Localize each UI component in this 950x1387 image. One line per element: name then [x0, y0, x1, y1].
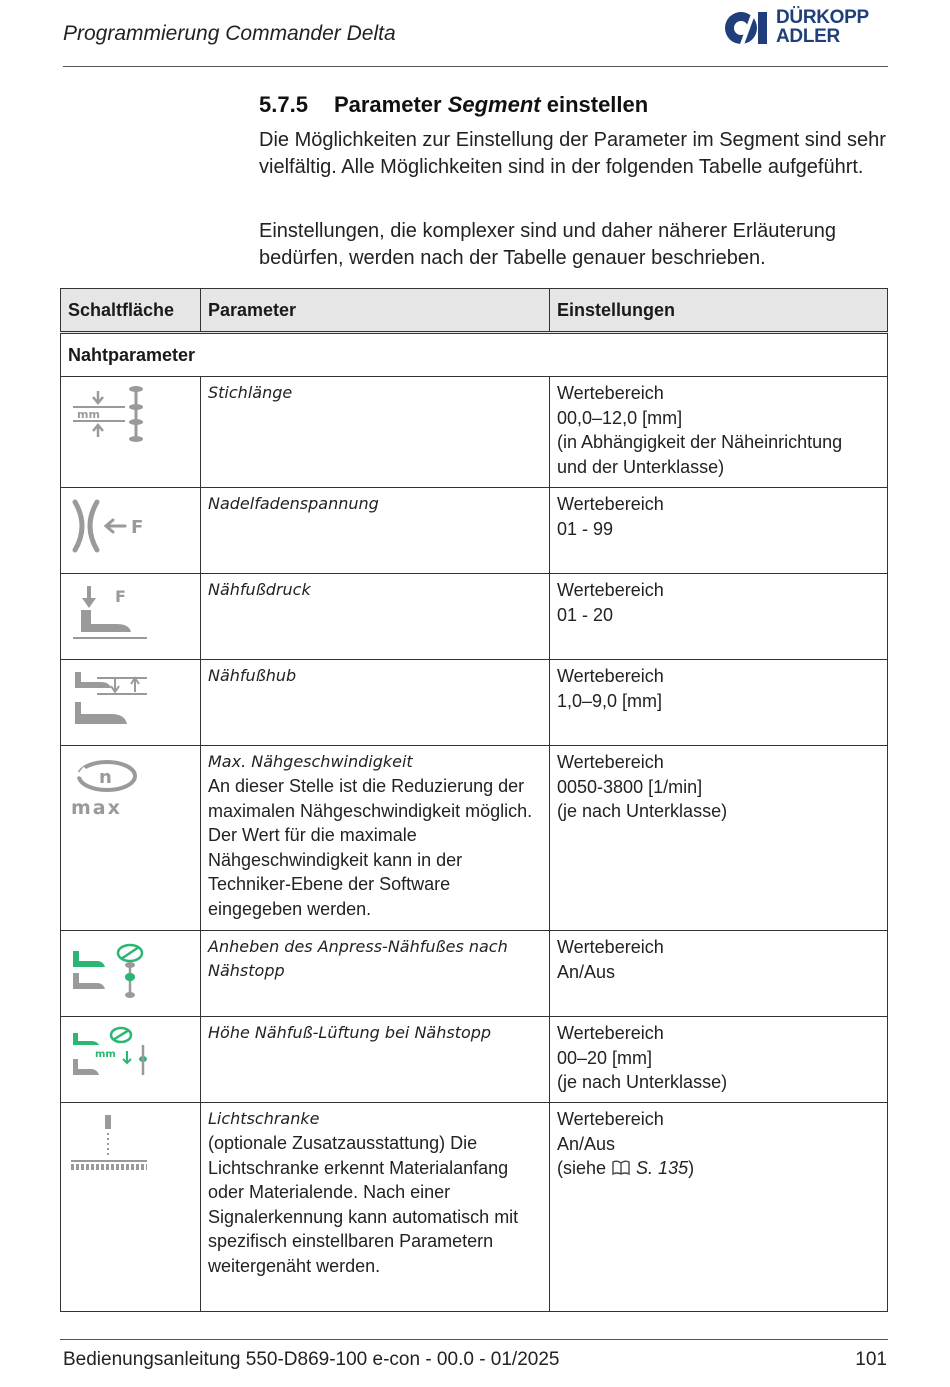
- param-name: Lichtschranke: [208, 1109, 320, 1128]
- svg-text:max: max: [71, 797, 122, 818]
- settings-line: 01 - 20: [557, 604, 614, 625]
- icon-cell: [61, 746, 201, 931]
- table-row: [61, 1017, 888, 1103]
- param-name: Nähfußhub: [208, 666, 297, 685]
- param-description: (optionale Zusatzausstattung) Die Lichtschranke erkennt Materialanfang oder Materialende. Nach einer Signalerkennung kann automatisch mit spezifisch einstellbaren Parametern weitergenäht werden.: [208, 1133, 519, 1276]
- settings-line: Wertebereich: [557, 1109, 664, 1129]
- ref-suffix: ): [688, 1158, 695, 1179]
- ref-prefix: (siehe: [557, 1158, 612, 1179]
- svg-text:mm: mm: [77, 408, 100, 421]
- intro-paragraph-2: Einstellungen, die komplexer sind und daher näherer Erläuterung bedürfen, werden nach der Tabelle genauer beschrieben.: [259, 220, 837, 269]
- section-heading: [259, 92, 648, 118]
- intro-paragraph-1: Die Möglichkeiten zur Einstellung der Parameter im Segment sind sehr vielfältig. Alle Möglichkeiten sind in der folgenden Tabelle aufgeführt.: [259, 129, 886, 178]
- settings-line: Wertebereich: [557, 752, 664, 772]
- settings-line: An/Aus: [557, 1133, 616, 1154]
- param-description: An dieser Stelle ist die Reduzierung der maximalen Nähgeschwindigkeit möglich. Der Wert für die maximale Nähgeschwindigkeit kann in der Techniker-Ebene der Software eingegeben werden.: [208, 776, 533, 919]
- max-speed-icon[interactable]: [71, 754, 151, 818]
- foot-pressure-icon[interactable]: [71, 582, 151, 646]
- foot-lift-height-icon[interactable]: [71, 1025, 151, 1089]
- icon-cell: [61, 377, 201, 488]
- header-divider: [63, 66, 888, 67]
- header-button-column: Schaltfläche: [61, 289, 201, 333]
- cross-reference[interactable]: [557, 1156, 880, 1181]
- param-settings: [550, 1017, 887, 1101]
- settings-line: und der Unterklasse): [557, 456, 725, 477]
- settings-line: (in Abhängigkeit der Näheinrichtung: [557, 432, 843, 453]
- param-name: Stichlänge: [208, 383, 293, 402]
- header-settings-column: Einstellungen: [550, 289, 888, 333]
- settings-line: (je nach Unterklasse): [557, 801, 728, 822]
- section-title-italic: Segment: [447, 92, 541, 117]
- param-settings: [550, 660, 887, 719]
- running-header: Programmierung Commander Delta: [63, 22, 396, 45]
- icon-cell: [61, 660, 201, 746]
- settings-line: Wertebereich: [557, 494, 664, 514]
- foot-lift-stop-icon[interactable]: [71, 939, 151, 1003]
- table-row: [61, 488, 888, 574]
- parameter-table: [60, 288, 888, 1312]
- icon-cell: [61, 1103, 201, 1312]
- footer-document-id: Bedienungsanleitung 550-D869-100 e-con - 00.0 - 01/2025: [63, 1349, 560, 1370]
- settings-line: (je nach Unterklasse): [557, 1072, 728, 1093]
- param-name: Nähfußdruck: [208, 580, 311, 599]
- foot-stroke-icon[interactable]: [71, 668, 151, 732]
- svg-text:F: F: [115, 587, 126, 606]
- section-title-pre: Parameter: [333, 92, 448, 117]
- table-row: [61, 660, 888, 746]
- ref-page[interactable]: S. 135: [636, 1158, 689, 1179]
- param-name: Anheben des Anpress-Nähfußes nach Nähstopp: [208, 937, 508, 980]
- icon-cell: [61, 488, 201, 574]
- logo-mark-icon: [724, 6, 774, 50]
- settings-line: 00–20 [mm]: [557, 1047, 653, 1068]
- param-name: Max. Nähgeschwindigkeit: [208, 752, 413, 771]
- settings-line: Wertebereich: [557, 383, 664, 403]
- group-row: [61, 333, 888, 377]
- table-row: [61, 574, 888, 660]
- settings-line: 01 - 99: [557, 518, 614, 539]
- light-barrier-icon[interactable]: [71, 1111, 151, 1175]
- param-settings: [550, 931, 887, 990]
- settings-line: 1,0–9,0 [mm]: [557, 690, 663, 711]
- settings-line: Wertebereich: [557, 1023, 664, 1043]
- param-name: Höhe Nähfuß-Lüftung bei Nähstopp: [208, 1023, 492, 1042]
- param-settings: [550, 488, 887, 547]
- settings-line: 00,0–12,0 [mm]: [557, 407, 683, 428]
- page-number: 101: [855, 1349, 887, 1370]
- settings-line: Wertebereich: [557, 937, 664, 957]
- table-row: [61, 746, 888, 931]
- settings-line: 0050-3800 [1/min]: [557, 776, 703, 797]
- brand-logo: [724, 6, 894, 50]
- icon-cell: [61, 574, 201, 660]
- param-settings: [550, 746, 887, 830]
- book-icon: [611, 1160, 631, 1176]
- param-settings: [550, 377, 887, 485]
- param-name: Nadelfadenspannung: [208, 494, 379, 513]
- logo-line-1: DÜRKOPP: [776, 7, 869, 28]
- svg-text:F: F: [131, 517, 144, 538]
- section-title-post: einstellen: [540, 92, 649, 117]
- section-number: 5.7.5: [259, 92, 308, 117]
- svg-text:n: n: [99, 767, 112, 788]
- table-header-row: [61, 289, 888, 333]
- footer-divider: [60, 1339, 888, 1340]
- table-row: [61, 377, 888, 488]
- icon-cell: [61, 931, 201, 1017]
- logo-line-2: ADLER: [776, 26, 840, 47]
- stitch-length-icon[interactable]: [71, 385, 151, 449]
- param-settings: [550, 574, 887, 633]
- table-row: [61, 931, 888, 1017]
- header-parameter-column: Parameter: [201, 289, 550, 333]
- thread-tension-icon[interactable]: [71, 496, 151, 560]
- table-row: [61, 1103, 888, 1312]
- group-label: Nahtparameter: [61, 333, 888, 377]
- settings-line: An/Aus: [557, 961, 616, 982]
- settings-line: Wertebereich: [557, 666, 664, 686]
- settings-line: Wertebereich: [557, 580, 664, 600]
- svg-text:mm: mm: [95, 1049, 116, 1060]
- param-settings: [550, 1103, 887, 1187]
- icon-cell: [61, 1017, 201, 1103]
